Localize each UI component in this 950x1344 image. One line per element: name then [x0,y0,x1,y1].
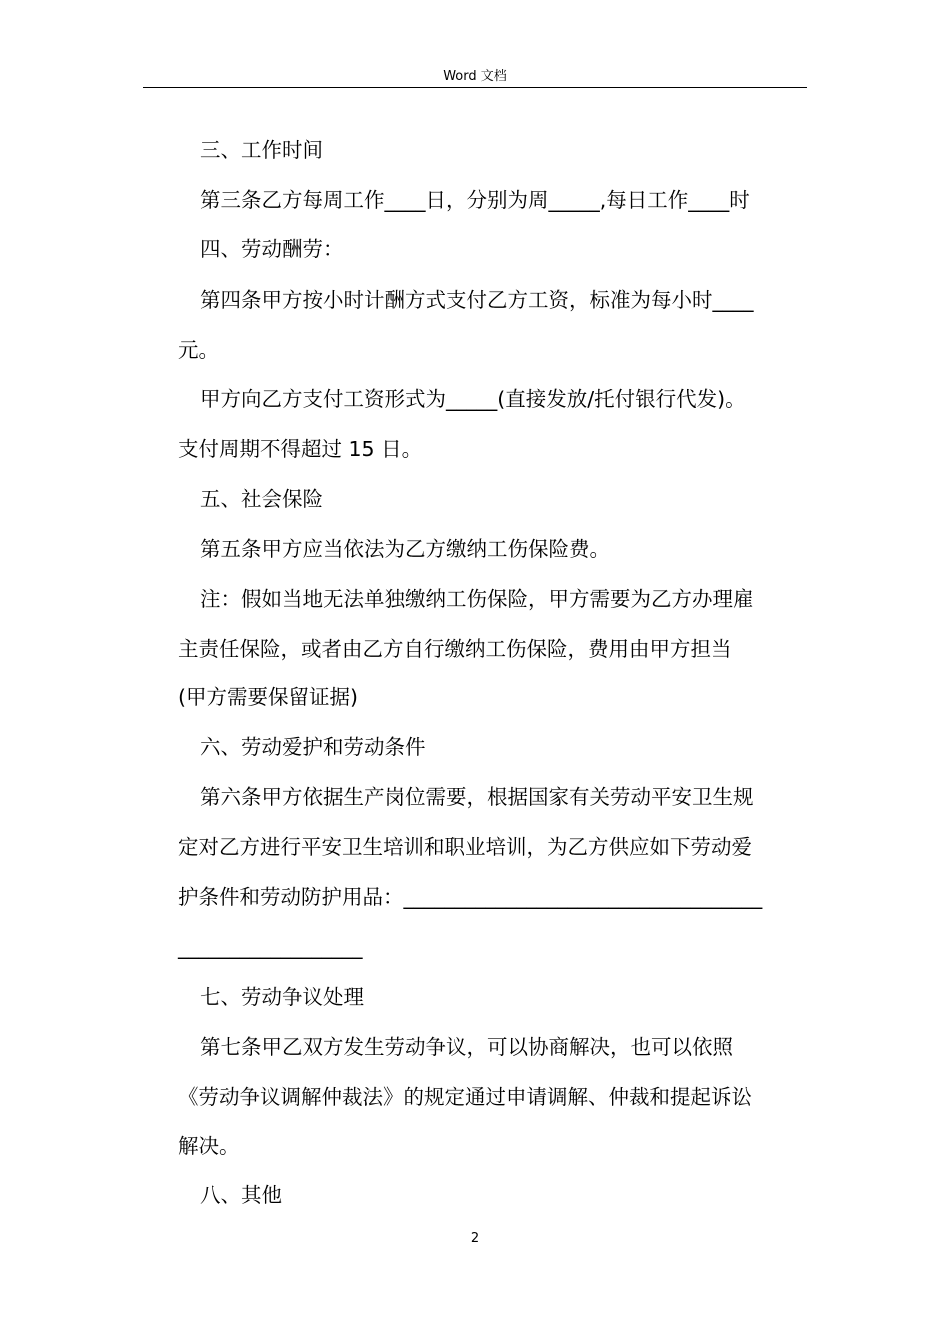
note-text-line-3: (甲方需要保留证据) [178,685,358,709]
page-number: 2 [470,1231,480,1246]
article-6-text-line-4: __________________ [178,935,363,959]
article-5-text: 第五条甲方应当依法为乙方缴纳工伤保险费。 [200,537,610,561]
article-6-text-line-3: 护条件和劳动防护用品：___________________________________ [178,885,763,909]
page-header-title: Word 文档 [443,69,507,84]
section-heading-social-insurance: 五、社会保险 [200,487,323,511]
article-7-text-line-1: 第七条甲乙双方发生劳动争议，可以协商解决，也可以依照 [200,1035,733,1059]
article-6-text-line-1: 第六条甲方依据生产岗位需要，根据国家有关劳动平安卫生规 [200,785,754,809]
article-7-text-line-3: 解决。 [178,1134,240,1158]
payment-form-text-line-2: 支付周期不得超过 15 日。 [178,437,423,461]
section-heading-other: 八、其他 [200,1183,282,1207]
article-6-text-line-2: 定对乙方进行平安卫生培训和职业培训，为乙方供应如下劳动爱 [178,835,752,859]
article-7-text-line-2: 《劳动争议调解仲裁法》的规定通过申请调解、仲裁和提起诉讼 [178,1085,752,1109]
section-heading-remuneration: 四、劳动酬劳： [200,237,344,261]
note-text-line-1: 注：假如当地无法单独缴纳工伤保险，甲方需要为乙方办理雇 [200,587,754,611]
section-heading-work-time: 三、工作时间 [200,138,323,162]
header-divider [143,87,807,88]
section-heading-labor-dispute: 七、劳动争议处理 [200,985,364,1009]
article-4-text-line-2: 元。 [178,338,219,362]
payment-form-text-line-1: 甲方向乙方支付工资形式为_____(直接发放/托付银行代发)。 [200,387,746,411]
note-text-line-2: 主责任保险，或者由乙方自行缴纳工伤保险，费用由甲方担当 [178,637,732,661]
section-heading-labor-protection: 六、劳动爱护和劳动条件 [200,735,426,759]
article-3-text: 第三条乙方每周工作____日，分别为周_____,每日工作____时 [200,188,750,212]
article-4-text-line-1: 第四条甲方按小时计酬方式支付乙方工资，标准为每小时____ [200,288,754,312]
